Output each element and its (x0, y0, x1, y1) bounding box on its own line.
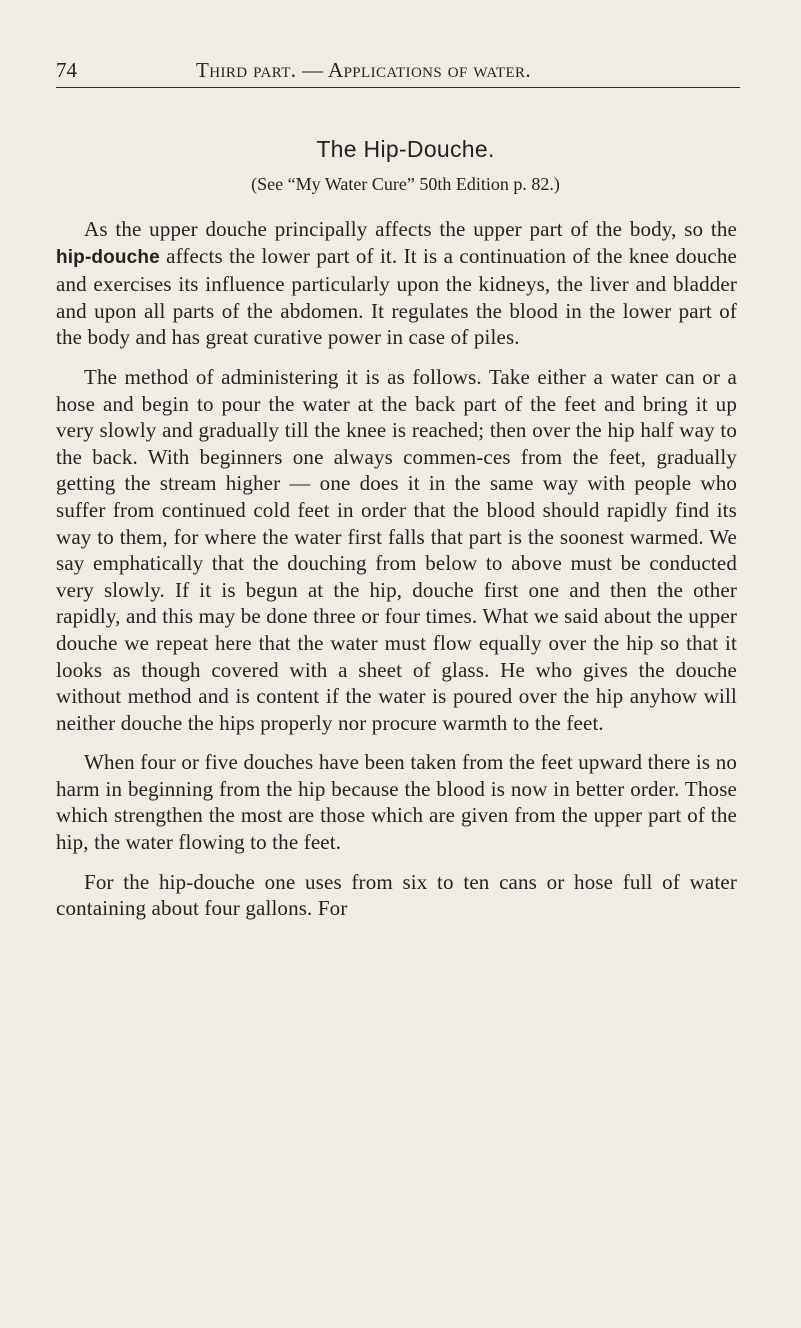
paragraph-4: For the hip-douche one uses from six to ten cans or hose full of water containing about four gallons. For (56, 869, 737, 921)
section-title: The Hip-Douche. (316, 136, 495, 162)
section-subtitle: (See “My Water Cure” 50th Edition p. 82.) (251, 174, 560, 194)
bold-term-hip-douche: hip-douche (56, 246, 160, 268)
paragraph-1-end: affects the lower part of it. It is a continuation of the knee douche and exercises its influence particularly upon the kidneys, the liver and bladder and upon all parts of the abdomen. It regulates the blood in the lower part of the body and has great curative power in case of piles. (56, 243, 737, 350)
paragraph-2: The method of administering it is as follows. Take either a water can or a hose and begin to pour the water at the back part of the feet and bring it up very slowly and gradually till the knee is reached; then over the hip half way to the back. With beginners one always commen-ces from the feet, gradually getting the stream higher — one does it in the same way with people who suffer from continued cold feet in order that the blood should rapidly find its way to them, for where the water first falls that part is the soonest warmed. We say emphatically that the douching from below to above must be conducted very slowly. If it is begun at the hip, douche first one and then the other rapidly, and this may be done three or four times. What we said about the upper douche we repeat here that the water must flow equally over the hip so that it looks as though covered with a sheet of glass. He who gives the douche without method and is content if the water is poured over the hip anyhow will neither douche the hips properly nor procure warmth to the feet. (56, 364, 737, 735)
running-header (56, 58, 740, 82)
paragraph-1 (56, 216, 737, 351)
header-rule (56, 87, 740, 88)
body-text (56, 216, 737, 935)
running-title: Third part. — Applications of water. (196, 58, 532, 82)
page-number: 74 (56, 58, 77, 82)
paragraph-3: When four or five douches have been taken from the feet upward there is no harm in beginning from the hip because the blood is now in better order. Those which strengthen the most are those which are given from the upper part of the hip, the water flowing to the feet. (56, 750, 737, 855)
paragraph-1-start: As the upper douche principally affects the upper part of the body, so the (84, 217, 737, 241)
